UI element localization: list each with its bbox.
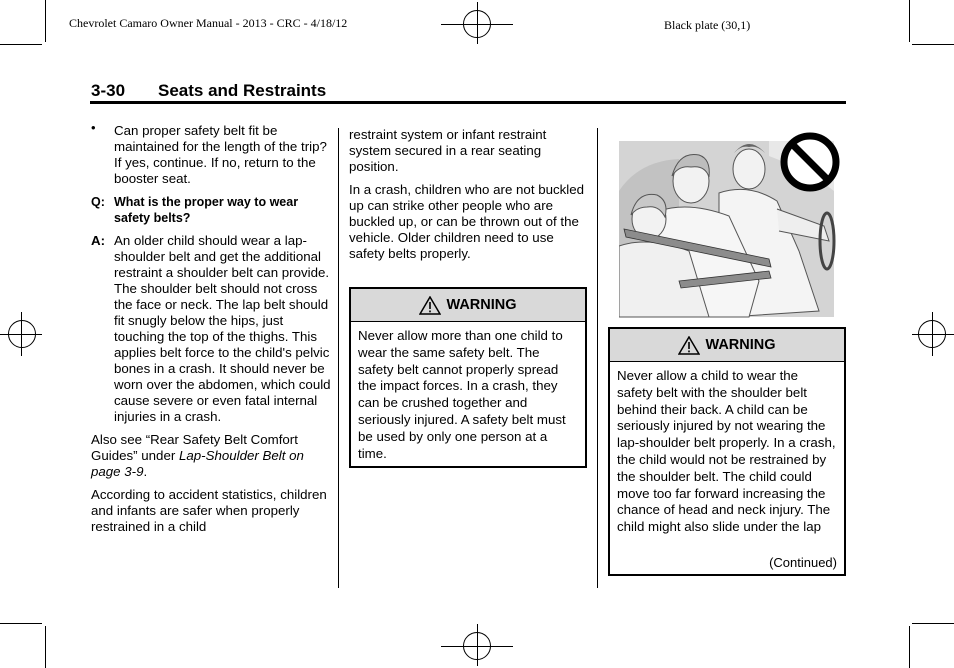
warning-header: [610, 329, 844, 362]
crop-mark: [909, 0, 910, 42]
plate-info-right: Black plate (30,1): [664, 18, 751, 32]
continued-paragraph: restraint system or infant restraint system secured in a rear seating position.: [349, 127, 547, 174]
column-1: [91, 120, 331, 535]
question-text: What is the proper way to wear safety belts?: [114, 195, 299, 225]
children-seat-belt-illustration: [619, 131, 841, 319]
warning-text: Never allow a child to wear the safety belt with the shoulder belt behind their back. A child can be seriously injured by not wearing the lap-shoulder belt properly. In a crash, the child would not be restrained by the shoulder belt. The child could move too far forward increasing the chance of head and neck injury. The child might also slide under the lap: [617, 368, 836, 535]
warning-box-shoulder-belt: [608, 327, 846, 576]
crop-mark: [45, 626, 46, 668]
see-also-text: Also see “Rear Safety Belt Comfort Guides” under: [91, 432, 298, 463]
crop-mark: [912, 623, 954, 624]
plate-info-left: Chevrolet Camaro Owner Manual - 2013 - CRC - 4/18/12: [69, 16, 348, 30]
warning-triangle-icon: [678, 336, 700, 355]
warning-triangle-icon: [419, 296, 441, 315]
cross-reference-link[interactable]: Lap-Shoulder Belt on page 3-9: [91, 448, 304, 479]
warning-header: [351, 289, 585, 322]
see-also-paragraph: [91, 432, 331, 480]
answer: [91, 233, 331, 425]
crop-mark: [45, 0, 46, 42]
column-divider: [597, 128, 598, 588]
statistics-paragraph: According to accident statistics, children and infants are safer when properly restrained in a child: [91, 487, 327, 534]
column-2: [349, 127, 585, 262]
question: [91, 194, 331, 226]
warning-title: WARNING: [446, 297, 517, 313]
crop-mark: [0, 623, 42, 624]
bullet-icon: •: [91, 120, 96, 135]
crop-mark: [909, 626, 910, 668]
question-label: Q:: [91, 195, 105, 209]
warning-title: WARNING: [705, 337, 776, 353]
bullet-text: Can proper safety belt fit be maintained for the length of the trip? If yes, continue. If no, return to the booster seat.: [114, 123, 327, 186]
crop-mark: [912, 44, 954, 45]
warning-box-shared-belt: [349, 287, 587, 468]
column-divider: [338, 128, 339, 588]
crop-mark: [0, 44, 42, 45]
warning-text: Never allow more than one child to wear the same safety belt. The safety belt cannot properly spread the impact forces. In a crash, they can be crushed together and seriously injured. A safety belt must be used by only one person at a time.: [358, 328, 566, 461]
crash-paragraph: In a crash, children who are not buckled up can strike other people who are buckled up, or can be thrown out of the vehicle. Older children need to use safety belts properly.: [349, 182, 585, 261]
see-also-end: .: [143, 464, 148, 479]
continued-label: (Continued): [769, 555, 837, 570]
header-rule: [90, 101, 846, 104]
page-number: 3-30: [91, 81, 126, 100]
bullet-item: [91, 120, 331, 187]
answer-text: An older child should wear a lap-shoulder belt and get the additional restraint a shoulder belt can provide. The shoulder belt should not cross the face or neck. The lap belt should fit snugly below the hips, just touching the top of the thighs. This applies belt force to the child's pelvic bones in a crash. It should never be worn over the abdomen, which could cause severe or even fatal internal injuries in a crash.: [114, 233, 331, 424]
answer-label: A:: [91, 233, 106, 248]
section-title: Seats and Restraints: [158, 81, 327, 100]
